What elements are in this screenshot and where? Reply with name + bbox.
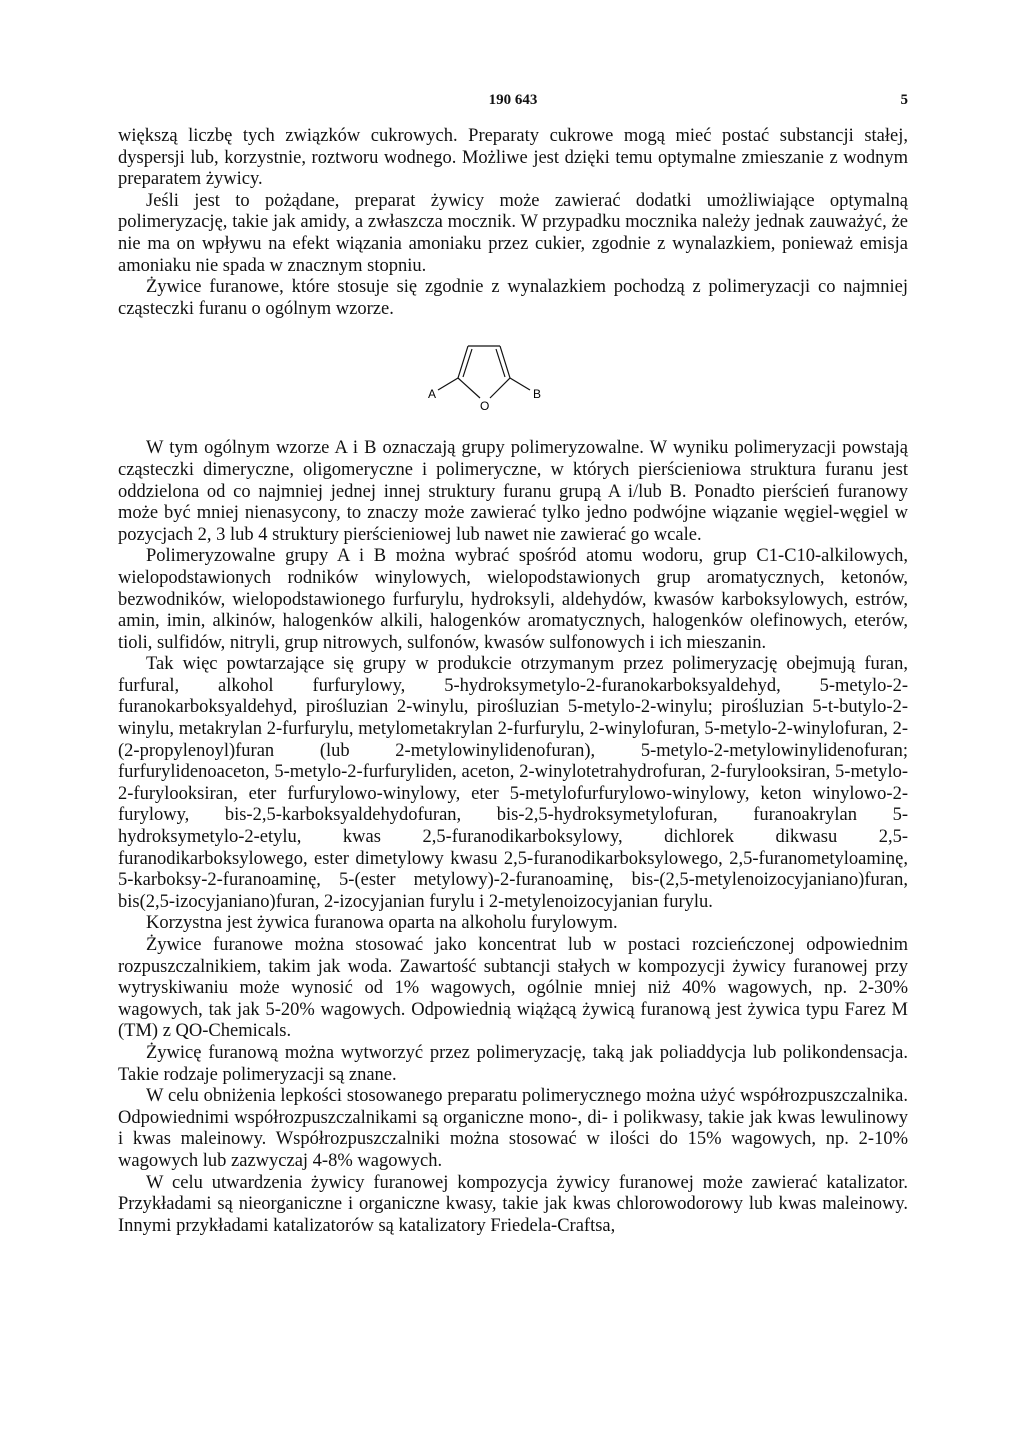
paragraph-6: Tak więc powtarzające się grupy w produkcie otrzymanym przez polimeryzację obejmują furan, furfural, alkohol furfurylowy, 5-hydroksymetylo-2-furanokarboksyaldehyd, 5-metylo-2-furanokarboksyaldehyd, pirośluzian 2-winylu, pirośluzian 5-metylo-2-winylu; pirośluzian 5-t-butylo-2-winylu, metakrylan 2-furfurylu, metylometakrylan 2-furfurylu, 2-winylofuran, 5-metylo-2-winylofuran, 2-(2-propylenoyl)furan (lub 2-metylowinylidenofuran), 5-metylo-2-metylowinylidenofuran; furfurylidenoaceton, 5-metylo-2-furfuryliden, aceton, 2-winylotetrahydrofuran, 2-furylooksiran, 5-metylo-2-furylooksiran, eter furfurylowo-winylowy, eter 5-metylofurfurylowo-winylowy, keton winylowo-2-furylowy, bis-2,5-karboksyaldehydofuran, bis-2,5-hydroksymetylofuran, furanoakrylan 5-hydroksymetylo-2-etylu, kwas 2,5-furanodikarboksylowy, dichlorek dikwasu 2,5-furanodikarboksylowego, ester dimetylowy kwasu 2,5-furanodikarboksylowego, 2,5-furanometyloaminę, 5-karboksy-2-furanoaminę, 5-(ester metylowy)-2-furanoaminę, bis-(2,5-metylenoizocyjaniano)furan, bis(2,5-izocyjaniano)furan, 2-izocyjanian furylu i 2-metylenoizocyjanian furylu.: [118, 654, 908, 912]
paragraph-8: Żywice furanowe można stosować jako koncentrat lub w postaci rozcieńczonej odpowiednim rozpuszczalnikiem, takim jak woda. Zawartość subtancji stałych w kompozycji żywicy furanowej przy wytryskiwaniu może wynosić od 1% wagowych, ogólnie mniej niż 40% wagowych, np. 2-30% wagowych, tak jak 5-20% wagowych. Odpowiednią wiążącą żywicą furanową jest żywica typu Farez M (TM) z QO-Chemicals.: [118, 935, 908, 1042]
paragraph-9: Żywicę furanową można wytworzyć przez polimeryzację, taką jak poliaddycja lub polikondensacja. Takie rodzaje polimeryzacji są znane.: [118, 1042, 908, 1085]
page-header: [118, 92, 908, 126]
furan-structural-formula: [118, 320, 908, 438]
bond-c2-c3-double: [463, 349, 472, 377]
bond-c5-b: [510, 378, 530, 390]
bond-c2-a: [438, 378, 458, 390]
document-page: [118, 92, 908, 1237]
ring-oxygen-label: O: [480, 399, 490, 414]
paragraph-3: Żywice furanowe, które stosuje się zgodnie z wynalazkiem pochodzą z polimeryzacji co najmniej cząsteczki furanu o ogólnym wzorze.: [118, 277, 908, 319]
bond-c4-c5-double: [496, 349, 505, 377]
paragraph-10: W celu obniżenia lepkości stosowanego preparatu polimerycznego można użyć współrozpuszczalnika. Odpowiednimi współrozpuszczalnikami są organiczne mono-, di- i polikwasy, takie jak kwas lewulinowy i kwas maleinowy. Współrozpuszczalniki można stosować w ilości do 15% wagowych, np. 2-10% wagowych lub zazwyczaj 4-8% wagowych.: [118, 1086, 908, 1171]
paragraph-2: Jeśli jest to pożądane, preparat żywicy może zawierać dodatki umożliwiające optymalną polimeryzację, takie jak amidy, a zwłaszcza mocznik. W przypadku mocznika należy jednak zauważyć, że nie ma on wpływu na efekt wiązania amoniaku przez cukier, zgodnie z wynalazkiem, ponieważ emisja amoniaku nie spada w znacznym stopniu.: [118, 190, 908, 276]
paragraph-4: W tym ogólnym wzorze A i B oznaczają grupy polimeryzowalne. W wyniku polimeryzacji powstają cząsteczki dimeryczne, oligomeryczne i polimeryczne, w których pierścieniowa struktura furanu jest oddzielona od co najmniej jednej innej struktury furanu grupą A i/lub B. Ponadto pierścień furanowy może być mniej nienasycony, to znaczy może zawierać tylko jedno podwójne wiązanie węgiel-węgiel w pozycjach 2, 3 lub 4 struktury pierścieniowej lub nawet nie zawierać go wcale.: [118, 438, 908, 545]
bond-o-c2: [458, 378, 480, 398]
group-a-label: A: [428, 387, 437, 402]
group-b-label: B: [533, 387, 542, 402]
paragraph-11: W celu utwardzenia żywicy furanowej kompozycja żywicy furanowej może zawierać katalizator. Przykładami są nieorganiczne i organiczne kwasy, takie jak kwas chlorowodorowy lub kwas maleinowy. Innymi przykładami katalizatorów są katalizatory Friedela-Craftsa,: [118, 1172, 908, 1236]
paragraph-5: Polimeryzowalne grupy A i B można wybrać spośród atomu wodoru, grup C1-C10-alkilowych, wielopodstawionych rodników winylowych, wielopodstawionych grup aromatycznych, ketonów, bezwodników, wielopodstawionego furfurylu, hydroksyli, aldehydów, kwasów karboksylowych, estrów, amin, imin, alkinów, halogenków alkili, halogenków aromatycznych, halogenków olefinowych, eterów, tioli, sulfidów, nitryli, grup nitrowych, sulfonów, kwasów sulfonowych i ich mieszanin.: [118, 546, 908, 653]
page-number: 5: [900, 92, 908, 108]
paragraph-7: Korzystna jest żywica furanowa oparta na alkoholu furylowym.: [146, 913, 618, 934]
patent-number: 190 643: [488, 92, 538, 108]
bond-c2-c3: [458, 346, 468, 378]
furan-ring-diagram: [400, 330, 580, 420]
bond-c5-o: [490, 378, 510, 398]
paragraph-1: większą liczbę tych związków cukrowych. Preparaty cukrowe mogą mieć postać substancji stałej, dyspersji lub, korzystnie, roztworu wodnego. Możliwe jest dzięki temu optymalne zmieszanie z wodnym preparatem żywicy.: [118, 126, 908, 190]
bond-c4-c5: [500, 346, 510, 378]
